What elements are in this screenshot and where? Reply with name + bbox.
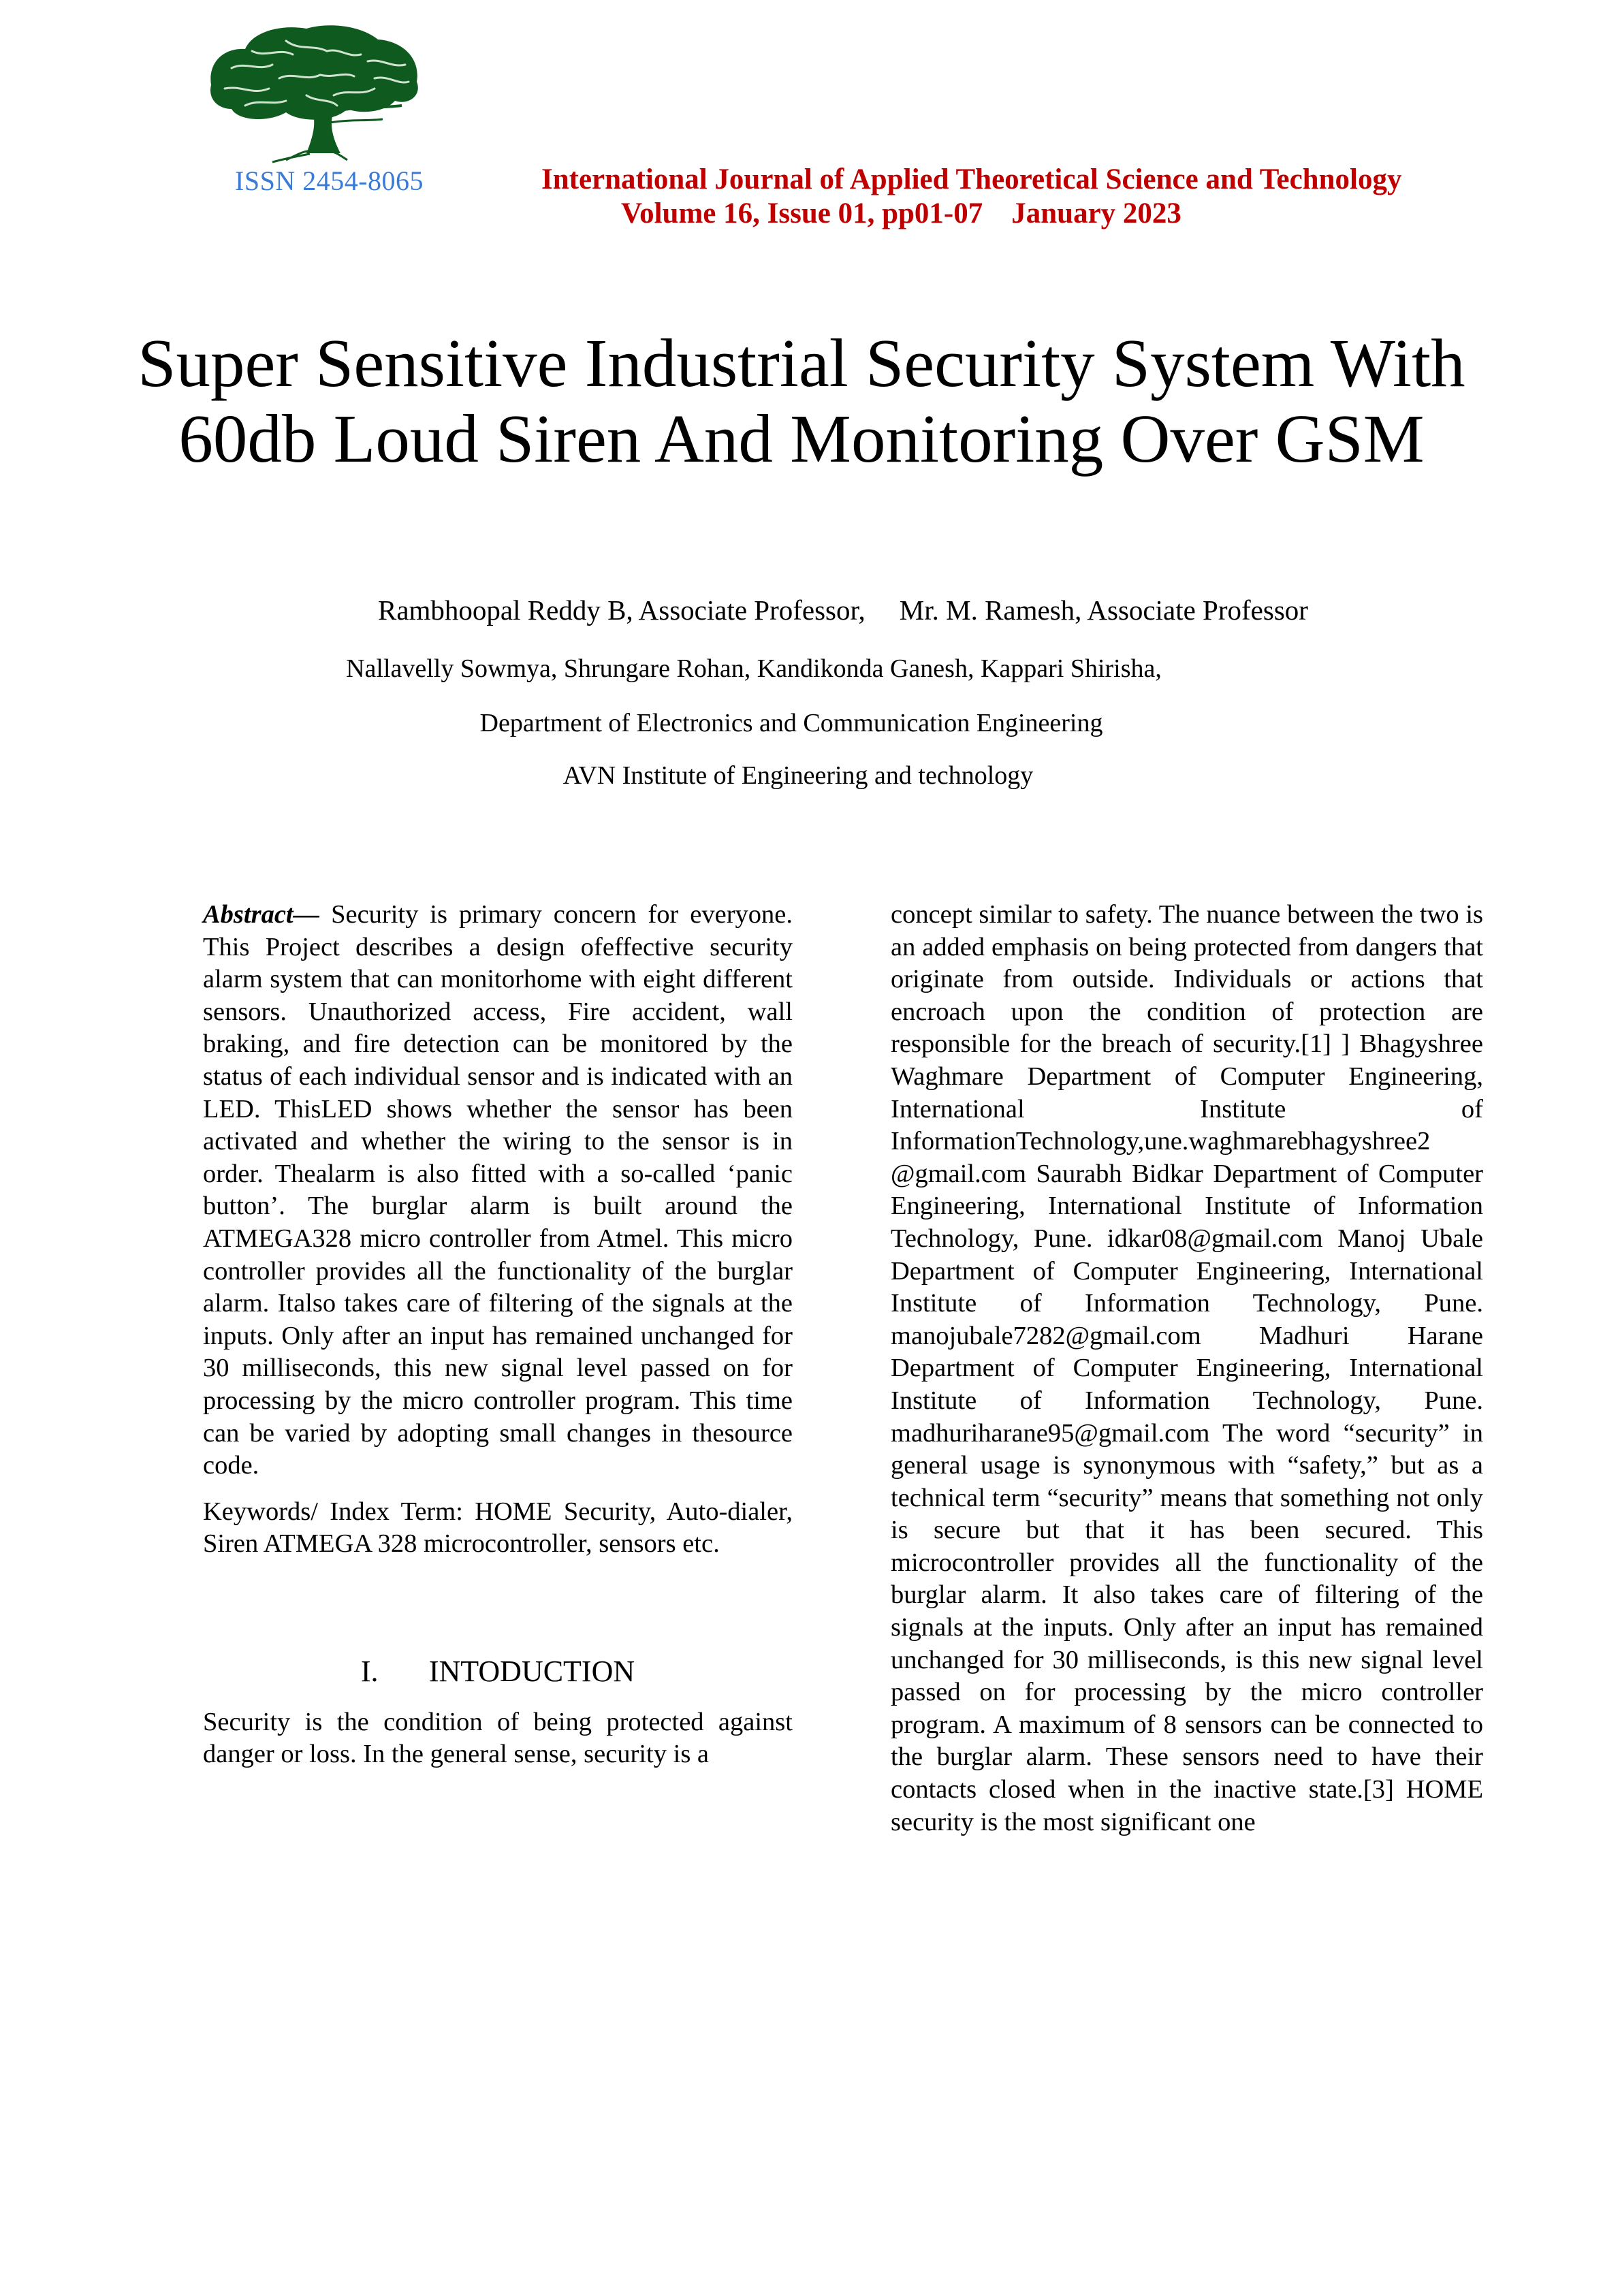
abstract-text: Security is primary concern for everyone. This Project describes a design ofeffective security alarm system that can monitorhome with eight different sensors. Unauthorized access, Fire accident, wall braking, and fire detection can be monitored by the status of each individual sensor and is indicated with an LED. ThisLED shows whether the sensor has been activated and whether the wiring to the sensor is in order. Thealarm is also fitted with a so-called ‘panic button’. The burglar alarm is built around the ATMEGA328 micro controller from Atmel. This micro controller provides all the functionality of the burglar alarm. Italso takes care of filtering of the signals at the inputs. Only after an input has remained unchanged for 30 milliseconds, this new signal level passed on for processing by the micro controller program. This time can be varied by adopting small changes in thesource code. bbox=[203, 900, 793, 1480]
brain-tree-logo-icon bbox=[204, 20, 429, 163]
paper-title: Super Sensitive Industrial Security System With 60db Loud Siren And Monitoring Over GSM bbox=[138, 325, 1465, 477]
intro-paragraph-start: Security is the condition of being protected against danger or loss. In the general sense, security is a bbox=[203, 1707, 793, 1769]
department: Department of Electronics and Communication Engineering bbox=[479, 709, 1103, 737]
left-column bbox=[203, 899, 793, 1771]
keywords: Keywords/ Index Term: HOME Security, Auto-dialer, Siren ATMEGA 328 microcontroller, sensors etc. bbox=[203, 1497, 793, 1559]
journal-volume-line bbox=[0, 197, 1603, 230]
abstract bbox=[203, 899, 793, 1482]
primary-authors bbox=[102, 594, 1308, 626]
institute: AVN Institute of Engineering and technology bbox=[562, 761, 1034, 790]
intro-paragraph-continued: concept similar to safety. The nuance between the two is an added emphasis on being protected from dangers that originate from outside. Individuals or actions that encroach upon the condition of protection are responsible for the breach of security.[1] ] Bhagyshree Waghmare Department of Computer Engineering, International Institute of InformationTechnology,une.waghmarebhagyshree2 @gmail.com Saurabh Bidkar Department of Computer Engineering, International Institute of Information Technology, Pune. idkar08@gmail.com Manoj Ubale Department of Computer Engineering, International Institute of Information Technology, Pune. manojubale7282@gmail.com Madhuri Harane Department of Computer Engineering, International Institute of Information Technology, Pune. madhuriharane95@gmail.com The word “security” in general usage is synonymous with “safety,” but as a technical term “security” means that something not only is secure but that it has been secured. This microcontroller provides all the functionality of the burglar alarm. It also takes care of filtering of the signals at the inputs. Only after an input has remained unchanged for 30 milliseconds, is this new signal level passed on for processing by the micro controller program. A maximum of 8 sensors can be connected to the burglar alarm. These sensors need to have their contacts closed when in the inactive state.[3] HOME security is the most significant one bbox=[891, 900, 1483, 1836]
right-column bbox=[891, 899, 1483, 1838]
student-authors: Nallavelly Sowmya, Shrungare Rohan, Kandikonda Ganesh, Kappari Shirisha, bbox=[346, 654, 1162, 683]
author-1: Rambhoopal Reddy B, Associate Professor, bbox=[378, 594, 866, 626]
section-title: INTODUCTION bbox=[428, 1654, 635, 1688]
author-2: Mr. M. Ramesh, Associate Professor bbox=[899, 594, 1308, 626]
issue-date: January 2023 bbox=[1011, 197, 1181, 229]
section-heading bbox=[203, 1655, 793, 1689]
volume-info: Volume 16, Issue 01, pp01-07 bbox=[621, 197, 983, 229]
issn-label: ISSN 2454-8065 bbox=[235, 165, 424, 196]
abstract-label: Abstract— bbox=[203, 900, 320, 929]
section-number: I. bbox=[360, 1654, 379, 1688]
journal-name: International Journal of Applied Theoretical Science and Technology bbox=[541, 163, 1402, 195]
